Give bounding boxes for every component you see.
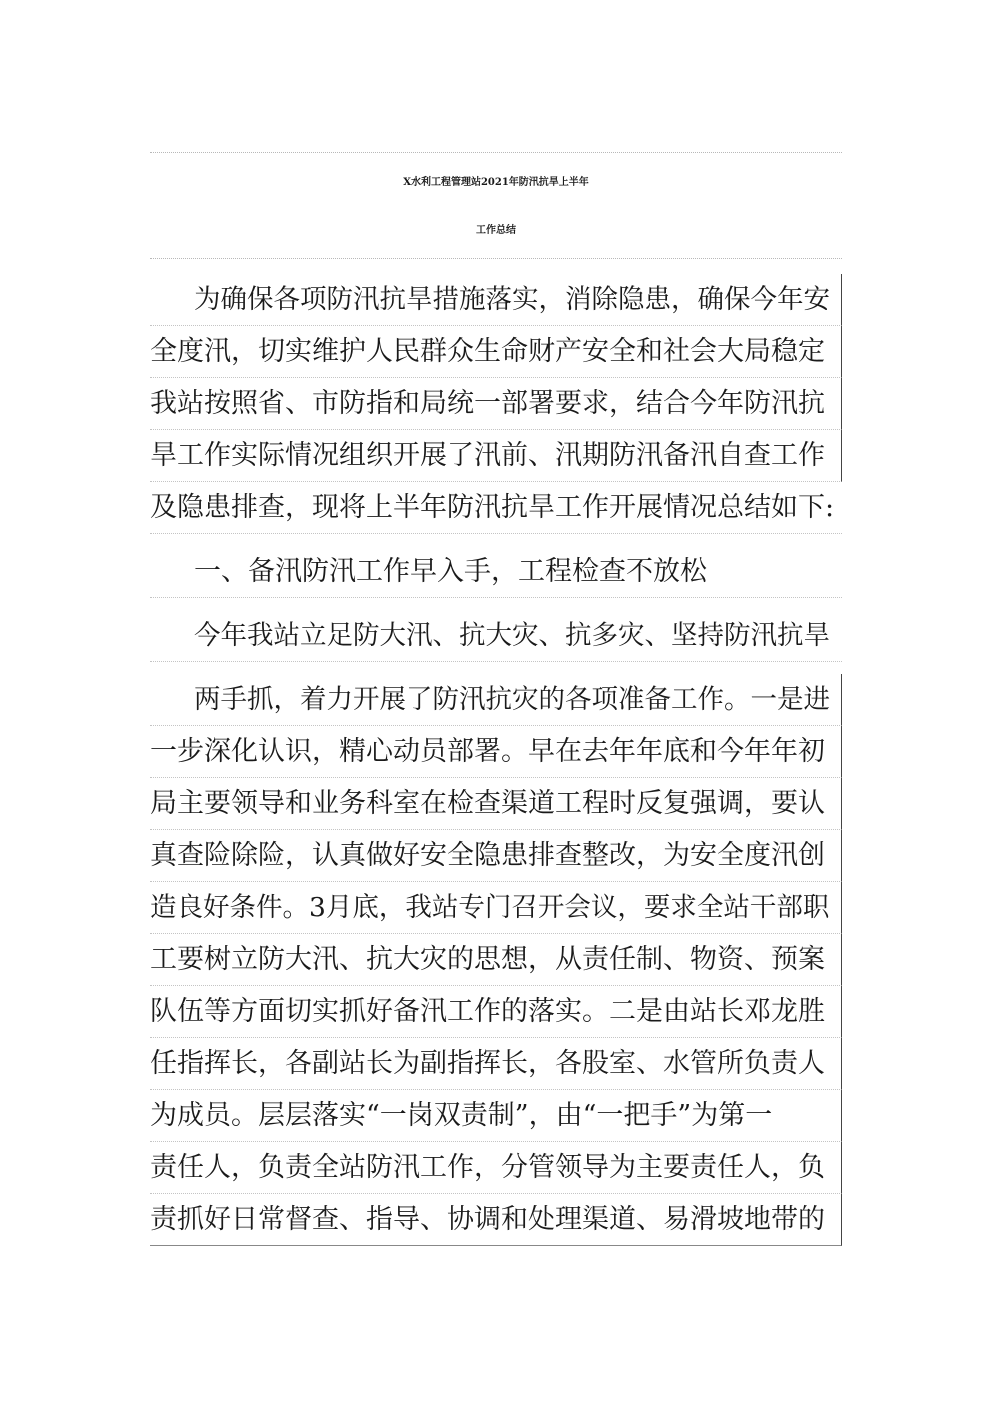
paragraph-2-line [150,610,842,662]
paragraph-3-line [150,1194,842,1246]
paragraph-3-line [150,1142,842,1194]
text-line: 任指挥长，各副站长为副指挥长，各股室、水管所负责人 [150,1048,825,1079]
text-line: 我站按照省、市防指和局统一部署要求，结合今年防汛抗 [150,388,825,419]
text-line: 全度汛，切实维护人民群众生命财产安全和社会大局稳定 [150,336,825,367]
paragraph-3-line [150,882,842,934]
text-line: 及隐患排查，现将上半年防汛抗旱工作开展情况总结如下: [150,492,835,523]
paragraph-3-line [150,986,842,1038]
section-heading-1 [150,546,842,598]
paragraph-3-line [150,778,842,830]
text-line: 一步深化认识，精心动员部署。早在去年年底和今年年初 [150,736,825,767]
text-line: 队伍等方面切实抓好备汛工作的落实。二是由站长邓龙胜 [150,996,825,1027]
text-line: 旱工作实际情况组织开展了汛前、汛期防汛备汛自查工作 [150,440,825,471]
paragraph-3-line [150,674,842,726]
text-line: 真查险除险，认真做好安全隐患排查整改，为安全度汛创 [150,840,825,871]
paragraph-1-line [150,482,842,534]
paragraph-3-line [150,934,842,986]
text-line: 责抓好日常督查、指导、协调和处理渠道、易滑坡地带的 [150,1204,825,1235]
text-line: 造良好条件。3月底，我站专门召开会议，要求全站干部职 [150,892,830,923]
paragraph-3-line [150,830,842,882]
paragraph-3-line [150,1038,842,1090]
text-line: 两手抓，着力开展了防汛抗灾的各项准备工作。一是进 [194,684,830,715]
text-line: 局主要领导和业务科室在检查渠道工程时反复强调，要认 [150,788,825,819]
title-line-2: 工作总结 [476,225,516,236]
paragraph-3-line [150,1090,842,1142]
paragraph-1-line [150,274,842,326]
paragraph-1-line [150,430,842,482]
paragraph-1-line [150,378,842,430]
text-line: 工要树立防大汛、抗大灾的思想，从责任制、物资、预案 [150,944,825,975]
paragraph-3-line [150,726,842,778]
text-line: 责任人，负责全站防汛工作，分管领导为主要责任人，负 [150,1152,825,1183]
text-line: 为成员。层层落实“一岗双责制”，由“一把手”为第一 [150,1100,773,1131]
title-line-1: X水利工程管理站2021年防汛抗旱上半年 [403,177,589,188]
text-line: 今年我站立足防大汛、抗大灾、抗多灾、坚持防汛抗旱 [194,620,830,651]
heading-text: 一、备汛防汛工作早入手，工程检查不放松 [194,556,707,587]
document-title [150,152,842,259]
text-line: 为确保各项防汛抗旱措施落实，消除隐患，确保今年安 [194,284,830,315]
paragraph-1-line [150,326,842,378]
